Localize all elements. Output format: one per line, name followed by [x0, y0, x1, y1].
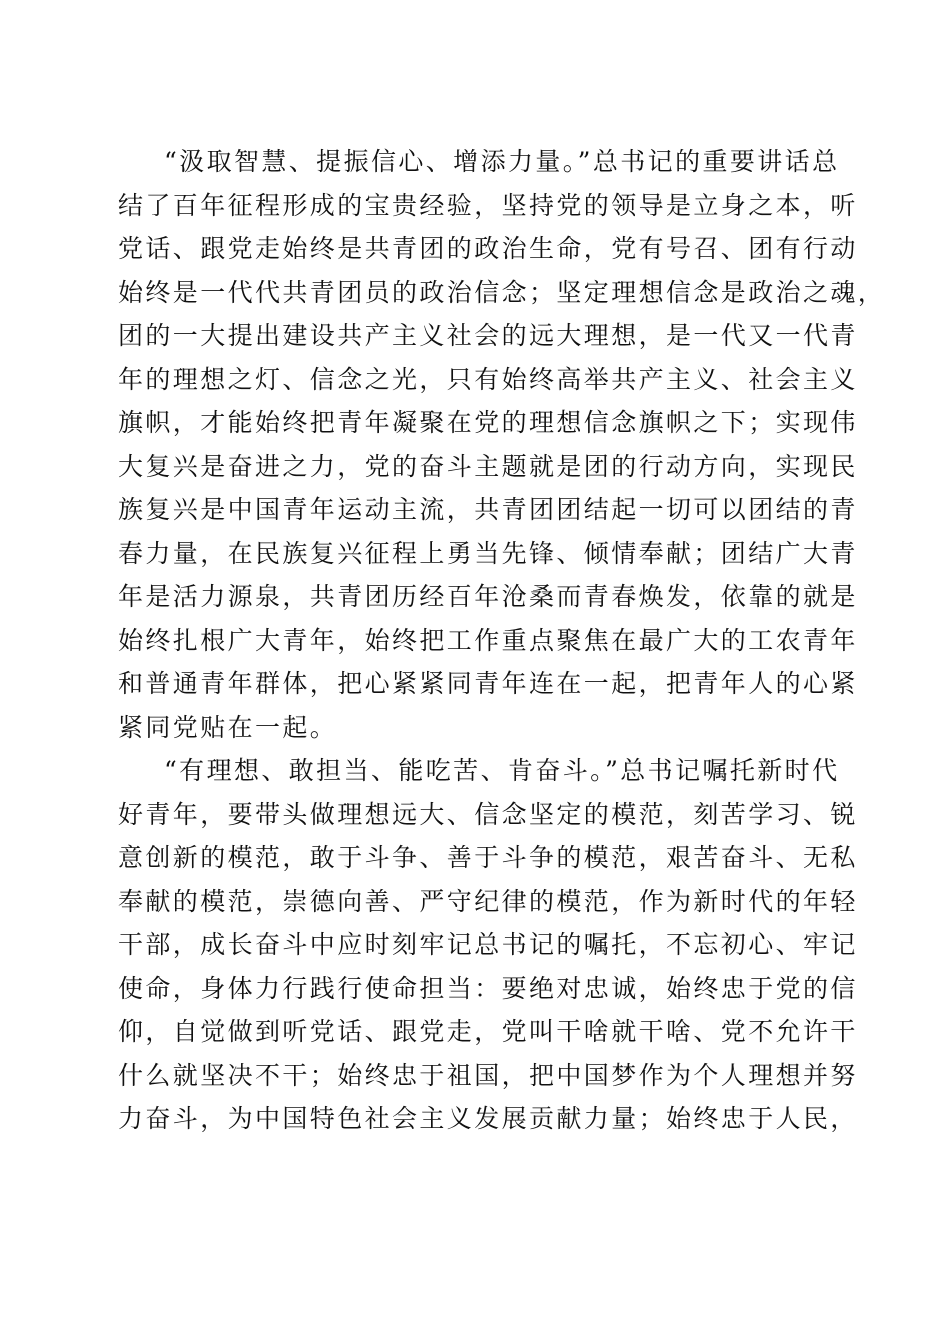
- text-line: 党话、跟党走始终是共青团的政治生命，党有号召、团有行动: [118, 234, 858, 263]
- text-line: 奉献的模范，崇德向善、严守纪律的模范，作为新时代的年轻: [118, 886, 858, 916]
- document-body: [118, 140, 886, 1141]
- text-line: 始终是一代代共青团员的政治信念；坚定理想信念是政治之魂，: [118, 277, 886, 307]
- paragraph-1: [118, 140, 886, 749]
- text-line: 使命，身体力行践行使命担当：要绝对忠诚，始终忠于党的信: [118, 973, 858, 1003]
- text-line: 和普通青年群体，把心紧紧同青年连在一起，把青年人的心紧: [118, 669, 858, 698]
- text-line: 始终扎根广大青年，始终把工作重点聚焦在最广大的工农青年: [118, 625, 858, 655]
- text-line: 仰，自觉做到听党话、跟党走，党叫干啥就干啥、党不允许干: [118, 1017, 858, 1046]
- text-line: 年是活力源泉，共青团历经百年沧桑而青春焕发，依靠的就是: [118, 582, 858, 611]
- text-line: 好青年，要带头做理想远大、信念坚定的模范，刻苦学习、锐: [118, 799, 858, 829]
- text-line: 什么就坚决不干；始终忠于祖国，把中国梦作为个人理想并努: [118, 1060, 858, 1090]
- text-line: 意创新的模范，敢于斗争、善于斗争的模范，艰苦奋斗、无私: [118, 843, 858, 872]
- paragraph-2: [118, 749, 858, 1141]
- text-line: 年的理想之灯、信念之光，只有始终高举共产主义、社会主义: [118, 364, 858, 394]
- text-line: “有理想、敢担当、能吃苦、肯奋斗。”总书记嘱托新时代: [164, 756, 840, 785]
- text-line: 族复兴是中国青年运动主流，共青团团结起一切可以团结的青: [118, 495, 858, 524]
- text-line: 春力量，在民族复兴征程上勇当先锋、倾情奉献；团结广大青: [118, 538, 858, 568]
- text-line: 结了百年征程形成的宝贵经验，坚持党的领导是立身之本，听: [118, 190, 858, 220]
- text-line: 力奋斗，为中国特色社会主义发展贡献力量；始终忠于人民，: [118, 1104, 858, 1133]
- text-line: 团的一大提出建设共产主义社会的远大理想，是一代又一代青: [118, 321, 858, 350]
- text-line: 大复兴是奋进之力，党的奋斗主题就是团的行动方向，实现民: [118, 451, 858, 481]
- text-line: 紧同党贴在一起。: [118, 712, 338, 742]
- text-line: 干部，成长奋斗中应时刻牢记总书记的嘱托，不忘初心、牢记: [118, 930, 858, 959]
- text-line: “汲取智慧、提振信心、增添力量。”总书记的重要讲话总: [164, 147, 840, 176]
- text-line: 旗帜，才能始终把青年凝聚在党的理想信念旗帜之下；实现伟: [118, 408, 858, 437]
